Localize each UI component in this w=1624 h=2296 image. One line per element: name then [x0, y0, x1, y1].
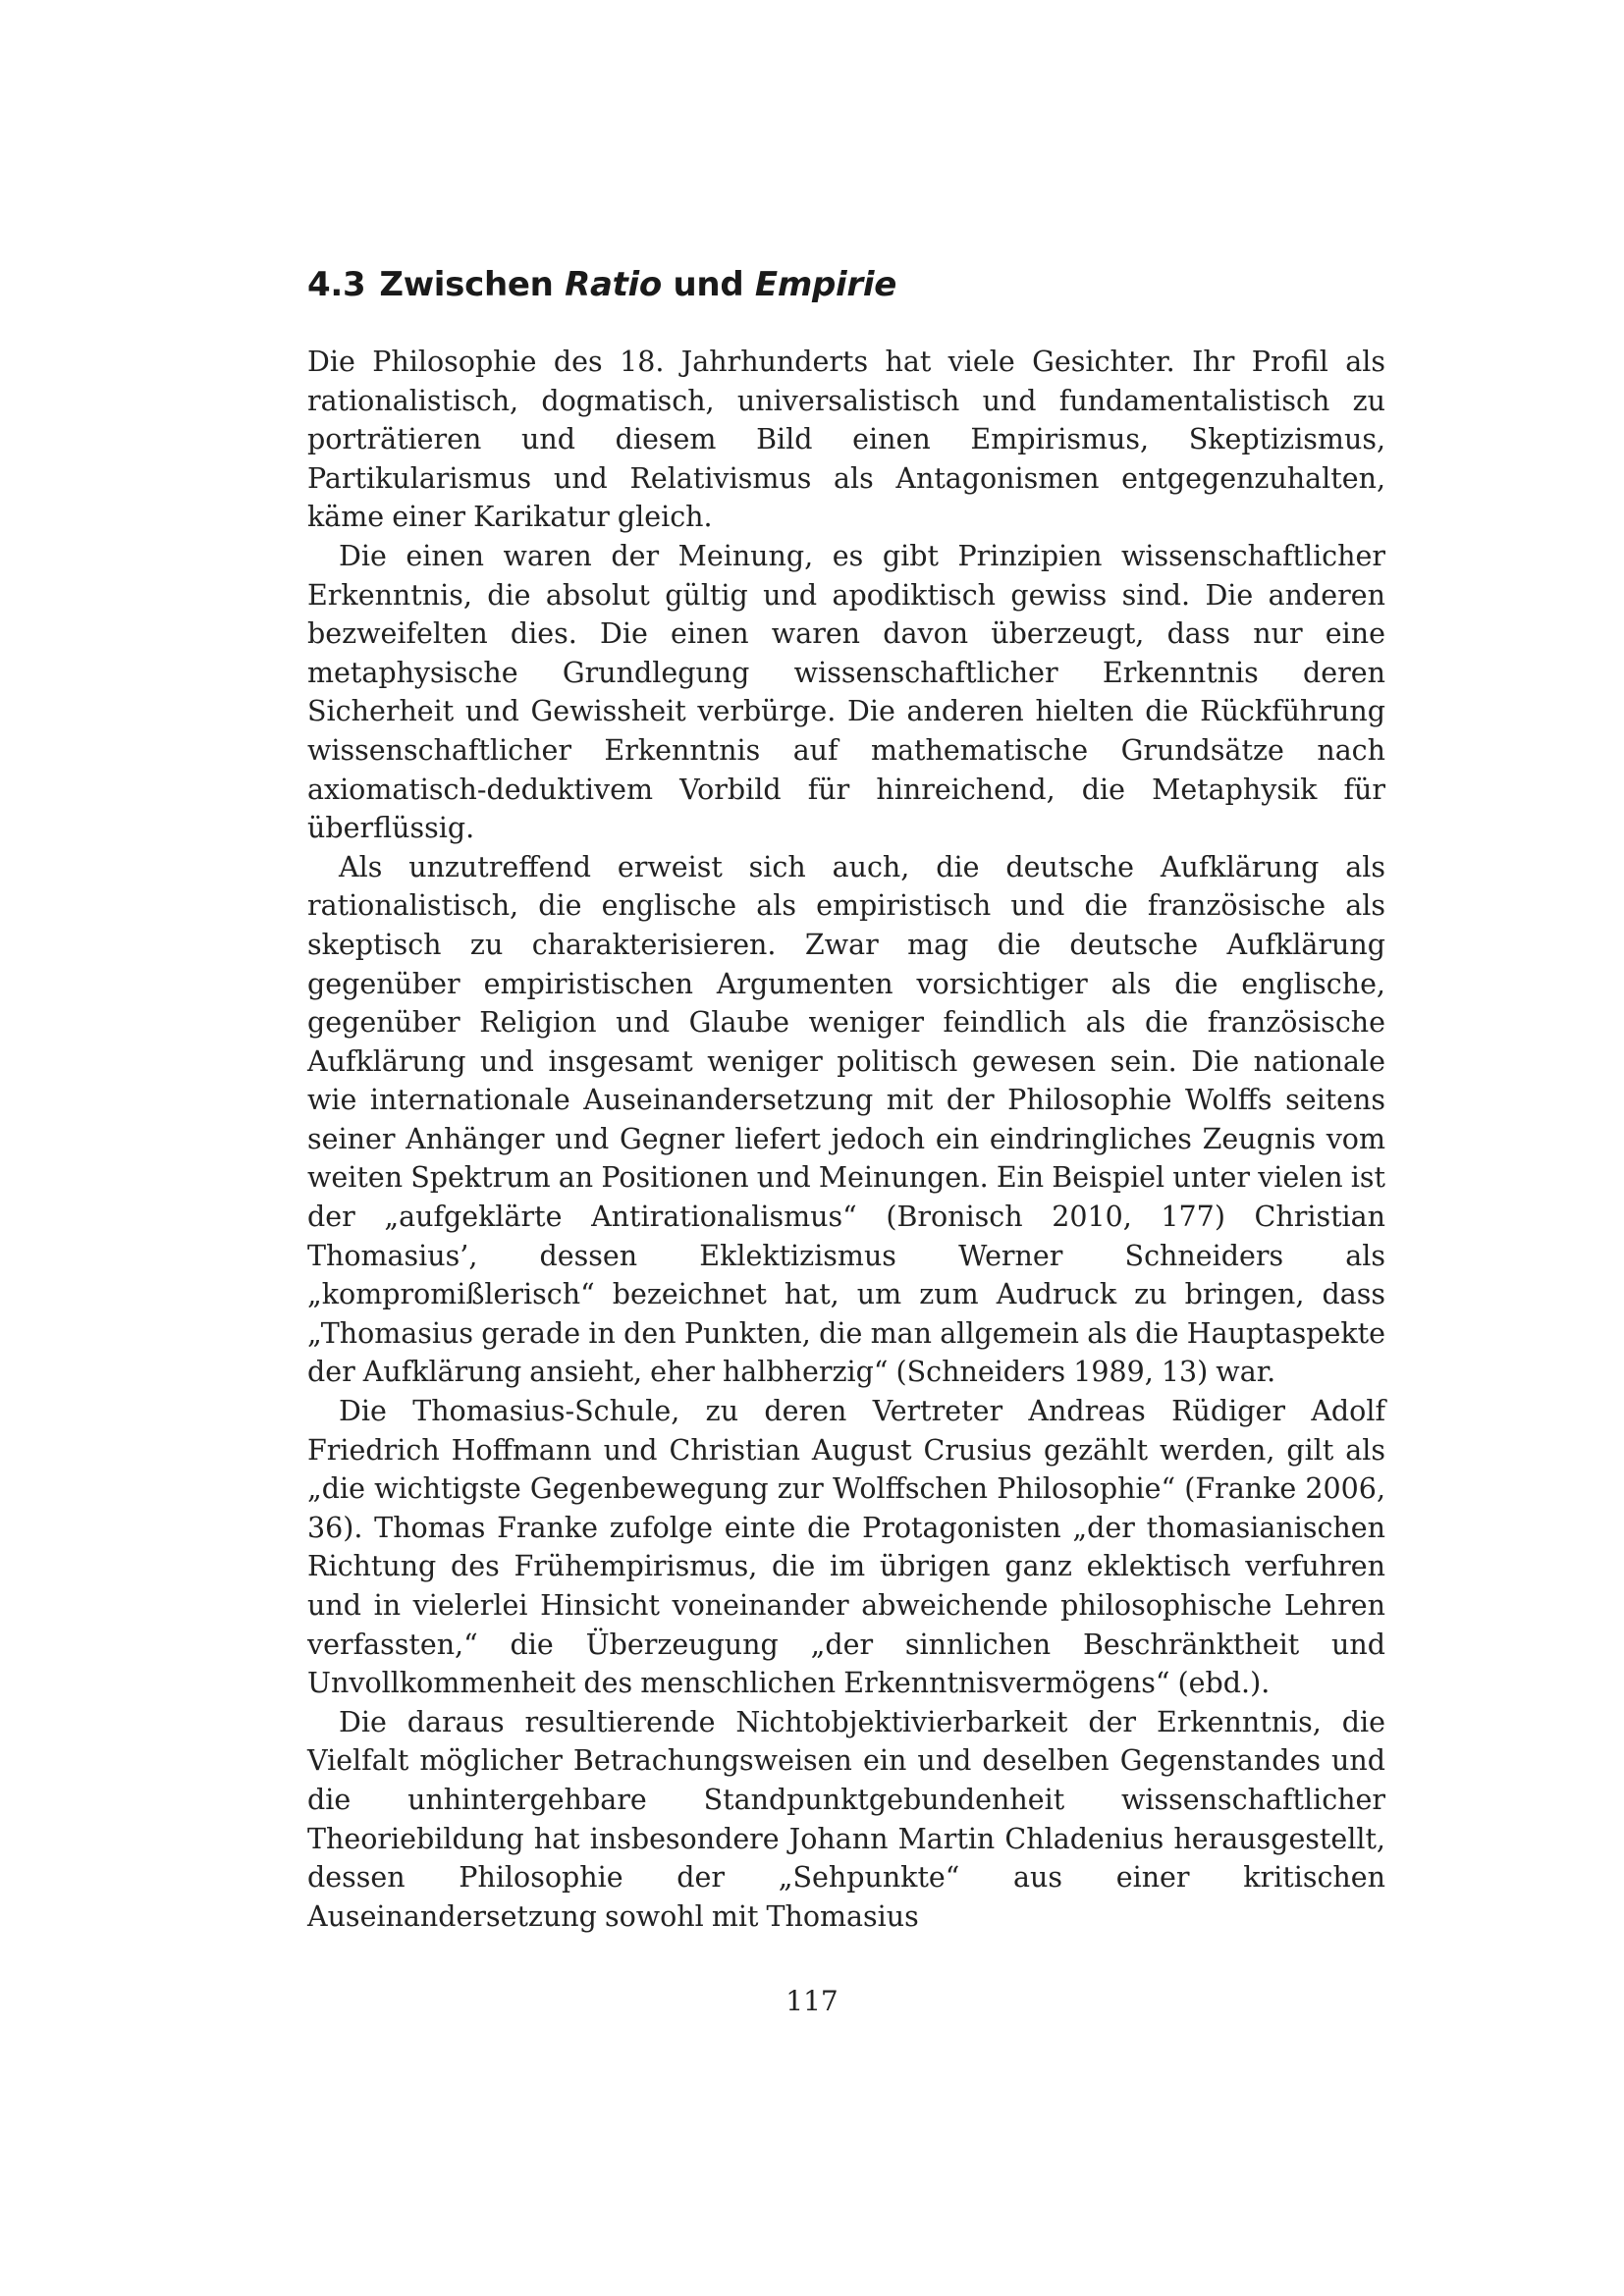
paragraph-2: Die einen waren der Meinung, es gibt Prinzipien wissenschaftlicher Erkenntnis, die absolut gültig und apodiktisch gewiss sind. Die anderen bezweifelten dies. Die einen waren davon überzeugt, dass nur eine metaphysische Grundlegung wissenschaftlicher Erkenntnis deren Sicherheit und Gewissheit verbürge. Die anderen hielten die Rückführung wissenschaftlicher Erkenntnis auf mathematische Grundsätze nach axiomatisch-deduktivem Vorbild für hinreichend, die Metaphysik für überflüssig. [307, 539, 1385, 845]
page-number: 117 [785, 1985, 839, 2017]
paragraph-4: Die Thomasius-Schule, zu deren Vertreter Andreas Rüdiger Adolf Friedrich Hoffmann und Christian August Crusius gezählt werden, gilt als „die wichtigste Gegenbewegung zur Wolffschen Philosophie“ (Franke 2006, 36). Thomas Franke zufolge einte die Protagonisten „der thomasianischen Richtung des Frühempirismus, die im übrigen ganz eklektisch verfuhren und in vielerlei Hinsicht voneinander abweichende philosophische Lehren verfassten,“ die Überzeugung „der sinnlichen Beschränktheit und Unvollkommenheit des menschlichen Erkenntnisvermögens“ (ebd.). [307, 1395, 1385, 1700]
paragraph-1: Die Philosophie des 18. Jahrhunderts hat viele Gesichter. Ihr Profil als rationalistisch, dogmatisch, universalistisch und fundamentalistisch zu porträtieren und diesem Bild einen Empirismus, Skeptizismus, Partikularismus und Relativismus als Antagonismen entgegenzuhalten, käme einer Karikatur gleich. [307, 346, 1385, 534]
paragraph-3: Als unzutreffend erweist sich auch, die deutsche Aufklärung als rationalistisch, die englische als empiristisch und die französische als skeptisch zu charakterisieren. Zwar mag die deutsche Aufklärung gegenüber empiristischen Argumenten vorsichtiger als die englische, gegenüber Religion und Glaube weniger feindlich als die französische Aufklärung und insgesamt weniger politisch gewesen sein. Die nationale wie internationale Auseinandersetzung mit der Philosophie Wolffs seitens seiner Anhänger und Gegner liefert jedoch ein eindringliches Zeugnis vom weiten Spektrum an Positionen und Meinungen. Ein Beispiel unter vielen ist der „aufgeklärte Antirationalismus“ (Bronisch 2010, 177) Christian Thomasius’, dessen Eklektizismus Werner Schneiders als „kompromißlerisch“ bezeichnet hat, um zum Audruck zu bringen, dass „Thomasius gerade in den Punkten, die man allgemein als die Hauptaspekte der Aufklärung ansieht, eher halbherzig“ (Schneiders 1989, 13) war. [307, 850, 1385, 1389]
section-heading [307, 265, 896, 304]
heading-emphasis-ratio: Ratio [565, 265, 662, 304]
heading-word-2: und [673, 265, 744, 304]
section-number: 4.3 [307, 265, 366, 304]
paragraph-5: Die daraus resultierende Nichtobjektivierbarkeit der Erkenntnis, die Vielfalt möglicher Betrachungsweisen ein und deselben Gegenstandes und die unhintergehbare Standpunktgebundenheit wissenschaftlicher Theoriebildung hat insbesondere Johann Martin Chladenius herausgestellt, dessen Philosophie der „Sehpunkte“ aus einer kritischen Auseinandersetzung sowohl mit Thomasius [307, 1705, 1385, 1933]
heading-emphasis-empirie: Empirie [754, 265, 896, 304]
body-text [307, 343, 1385, 1936]
heading-word-1: Zwischen [379, 265, 554, 304]
